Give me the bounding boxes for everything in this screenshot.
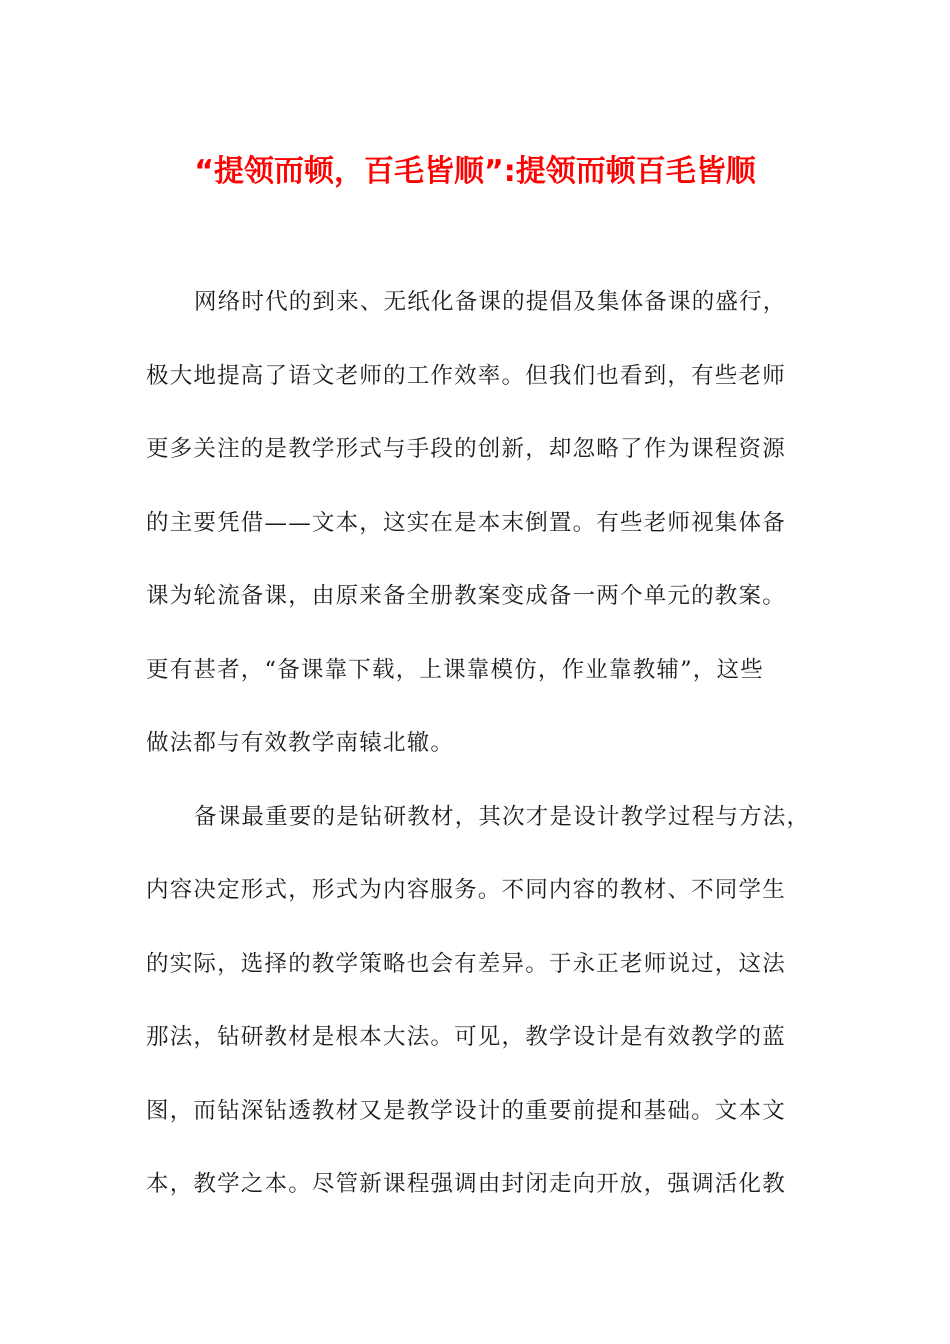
- paragraph-line: 极大地提高了语文老师的工作效率。但我们也看到，有些老师: [146, 362, 786, 389]
- document-body: [146, 279, 811, 1235]
- paragraph-line: 更有甚者，“备课靠下载，上课靠模仿，作业靠教辅”，这些: [146, 656, 764, 683]
- paragraph-line: 备课最重要的是钻研教材，其次才是设计教学过程与方法，: [194, 803, 811, 830]
- paragraph-1: [146, 279, 806, 794]
- paragraph-line: 的实际，选择的教学策略也会有差异。于永正老师说过，这法: [146, 950, 786, 977]
- paragraph-line: 那法，钻研教材是根本大法。可见，教学设计是有效教学的蓝: [146, 1024, 786, 1050]
- paragraph-line: 网络时代的到来、无纸化备课的提倡及集体备课的盛行，: [194, 289, 787, 315]
- document-title: “提领而顿，百毛皆顺”:提领而顿百毛皆顺: [194, 154, 756, 189]
- paragraph-line: 做法都与有效教学南辕北辙。: [146, 730, 455, 756]
- paragraph-2: [146, 794, 811, 1235]
- paragraph-line: 内容决定形式，形式为内容服务。不同内容的教材、不同学生: [146, 877, 786, 903]
- paragraph-line: 更多关注的是教学形式与手段的创新，却忽略了作为课程资源: [146, 436, 786, 462]
- paragraph-line: 的主要凭借——文本，这实在是本末倒置。有些老师视集体备: [146, 509, 786, 536]
- paragraph-line: 图，而钻深钻透教材又是教学设计的重要前提和基础。文本文: [146, 1097, 786, 1124]
- paragraph-line: 课为轮流备课，由原来备全册教案变成备一两个单元的教案。: [146, 583, 786, 609]
- paragraph-line: 本，教学之本。尽管新课程强调由封闭走向开放，强调活化教: [146, 1171, 786, 1197]
